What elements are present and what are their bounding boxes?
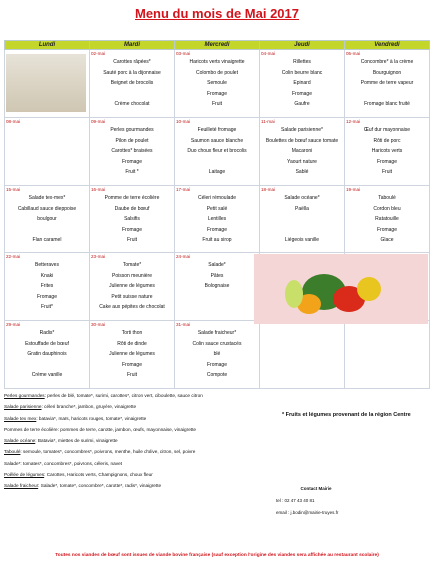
menu-item: Macaroni	[291, 148, 313, 154]
menu-item: Glace	[380, 237, 394, 243]
menu-date: 04-mai	[261, 51, 276, 56]
menu-item: Estouffade de bœuf	[25, 340, 69, 347]
menu-items	[5, 260, 89, 313]
footer-note: Toutes nos viandes de bœuf sont issues de viande bovine française (sauf exception l'origine des viandes sera affichée au restaurant scolaire)	[55, 553, 379, 558]
menu-items	[345, 125, 429, 178]
menu-item: Frites	[40, 283, 54, 289]
menu-day-cell	[260, 186, 345, 253]
menu-item: Tomate*	[122, 262, 142, 268]
composition-list	[4, 390, 274, 492]
menu-item: Carottes* braisées	[111, 148, 153, 154]
menu-items	[90, 193, 174, 246]
menu-items	[90, 57, 174, 110]
day-header: Vendredi	[345, 41, 430, 50]
menu-date: 31-mai	[176, 322, 191, 327]
menu-date: 29-mai	[6, 322, 21, 327]
menu-item: Flan caramel	[32, 237, 62, 243]
menu-day-cell	[175, 253, 260, 321]
menu-item: Gratin dauphinois	[27, 351, 67, 357]
menu-item: Fromage	[36, 293, 57, 300]
menu-item: boulgour	[37, 216, 57, 222]
menu-week-row	[5, 321, 430, 389]
menu-item: Petit suisse nature	[111, 293, 153, 300]
composition-label: Perles gourmandes	[4, 393, 45, 398]
menu-date: 17-mai	[176, 187, 191, 192]
menu-items	[175, 193, 259, 246]
fruit-vegetable-illustration	[254, 254, 428, 324]
menu-day-cell	[175, 50, 260, 118]
menu-day-cell	[345, 321, 430, 389]
menu-item: Gaufre	[294, 101, 310, 107]
composition-line	[4, 446, 274, 457]
menu-item: Salade*	[208, 262, 226, 268]
menu-item	[7, 360, 87, 371]
menu-item: Fruit *	[125, 169, 139, 175]
menu-item: Fromage	[121, 361, 142, 368]
menu-date: 08-mai	[6, 119, 21, 124]
menu-items	[90, 125, 174, 178]
menu-item: Colombo de poulet	[196, 69, 238, 76]
menu-item: Salade fraicheur*	[197, 330, 237, 336]
menu-item: Petit salé	[206, 205, 228, 212]
menu-item: Lentilles	[207, 216, 227, 222]
menu-item: Crème vanille	[31, 372, 63, 378]
composition-line	[4, 424, 274, 435]
menu-item: Haricots verts vinaigrette	[189, 59, 245, 65]
menu-item: Poisson meunière	[111, 272, 153, 279]
menu-items	[175, 57, 259, 110]
menu-item: Epinard	[293, 80, 311, 86]
menu-day-cell	[5, 253, 90, 321]
menu-week-row	[5, 186, 430, 253]
menu-date: 05-mai	[346, 51, 361, 56]
menu-item: Fruit*	[41, 304, 53, 310]
composition-line	[4, 458, 274, 469]
menu-item: Sauté porc à la dijonnaise	[103, 69, 161, 76]
day-header: Mercredi	[175, 41, 260, 50]
menu-items	[175, 125, 259, 178]
menu-item: Rôti de dinde	[117, 340, 147, 347]
menu-items	[175, 328, 259, 381]
menu-item: Pomme de terre écolière	[104, 195, 160, 201]
composition-text: : perles de blé, tomate*, surimi, carottes*, citron vert, ciboulette, sauce citron	[44, 393, 203, 398]
menu-item	[347, 89, 427, 100]
menu-day-cell	[90, 321, 175, 389]
contact-title: Contact Mairie	[300, 486, 332, 491]
day-header: Jeudi	[260, 41, 345, 50]
contact-email: email : j.bodin@mairie-truyes.fr	[276, 510, 339, 515]
menu-item: Fromage	[291, 90, 312, 97]
menu-day-cell	[175, 186, 260, 253]
menu-item: Crème chocolat	[114, 101, 150, 107]
menu-item: Knaki	[40, 272, 54, 279]
menu-week-row	[5, 118, 430, 186]
menu-item: Taboulé	[378, 195, 396, 201]
menu-item: Fruit	[127, 372, 137, 378]
menu-item: Rillettes	[293, 59, 311, 65]
menu-date: 23-mai	[91, 254, 106, 259]
menu-item: Sablé	[295, 169, 309, 175]
menu-date: 12-mai	[346, 119, 361, 124]
composition-label: Taboulé	[4, 449, 21, 455]
menu-item: Liégeois vanille	[284, 237, 320, 243]
menu-day-cell	[260, 118, 345, 186]
menu-item: Fromage	[121, 226, 142, 233]
menu-items	[260, 125, 344, 178]
menu-item: Colin sauce crustacés	[192, 340, 242, 347]
menu-items	[260, 57, 344, 110]
menu-date: 16-mai	[91, 187, 106, 192]
composition-label: Salade fraicheur	[4, 483, 39, 489]
menu-item: Œuf dur mayonnaise	[363, 127, 411, 133]
menu-day-cell	[345, 186, 430, 253]
menu-item: Radis*	[39, 330, 55, 336]
menu-item: Pilon de poulet	[115, 137, 149, 144]
menu-date: 30-mai	[91, 322, 106, 327]
menu-day-cell	[345, 118, 430, 186]
menu-item: Fromage blanc fruité	[364, 101, 410, 107]
menu-day-cell	[5, 321, 90, 389]
menu-item: Bolognaise	[204, 283, 230, 289]
menu-item: Cabillaud sauce dieppoise	[17, 205, 77, 212]
menu-item	[7, 225, 87, 236]
menu-item: Fromage	[206, 226, 227, 233]
menu-item	[177, 302, 257, 313]
menu-date: 09-mai	[91, 119, 106, 124]
composition-text: : Carottes, Haricots verts, Champignons, choux fleur	[44, 472, 153, 478]
menu-date: 24-mai	[176, 254, 191, 259]
composition-line	[4, 469, 274, 480]
composition-text: : semoule, tomates*, concombres*, poivrons, menthe, huile d'olive, citron, sel, poivre	[20, 449, 196, 455]
menu-item	[92, 89, 172, 100]
menu-item: Daube de bœuf	[114, 205, 150, 212]
menu-item: Saumon sauce blanche	[190, 137, 244, 144]
day-header: Mardi	[90, 41, 175, 50]
menu-item: Salsifis	[124, 216, 140, 222]
composition-label: Poêlée de légumes	[4, 472, 45, 478]
menu-day-cell	[260, 50, 345, 118]
composition-text: : céleri branche*, jambon, gruyère, vinaigrette	[41, 404, 137, 410]
menu-item: Rôti de porc	[373, 137, 401, 144]
menu-items	[5, 193, 89, 246]
menu-item: Carottes râpées*	[113, 59, 151, 65]
menu-day-cell	[5, 118, 90, 186]
menu-item: Fromage	[206, 90, 227, 97]
menu-item: Boulettes de bœuf sauce tomate	[265, 137, 339, 144]
menu-day-cell	[90, 186, 175, 253]
menu-items	[5, 328, 89, 381]
menu-item: Pâtes	[210, 272, 224, 279]
menu-date: 02-mai	[91, 51, 106, 56]
menu-items	[175, 260, 259, 313]
menu-date: 18-mai	[261, 187, 276, 192]
menu-item	[262, 225, 342, 236]
composition-text: : Salade*, tomate*, concombre*, carotte*, radis*, vinaigrette	[38, 483, 162, 489]
menu-item: Fruit au sirop	[202, 237, 232, 243]
menu-item: Concombre* à la crème	[360, 59, 414, 65]
menu-item	[177, 292, 257, 303]
composition-text: : batavia*, maïs, haricots rouges, tomate*, vinaigrette	[36, 415, 147, 421]
menu-item: Fromage	[206, 361, 227, 368]
menu-item	[177, 157, 257, 168]
menu-day-cell	[90, 118, 175, 186]
menu-item: Paëlla	[295, 205, 309, 212]
menu-item: Fromage	[376, 158, 397, 165]
menu-title: Menu du mois de Mai 2017	[135, 6, 299, 21]
menu-item: Cordon bleu	[373, 205, 401, 212]
menu-item: blé	[213, 351, 221, 357]
day-header: Lundi	[5, 41, 90, 50]
menu-date: 15-mai	[6, 187, 21, 192]
menu-items	[90, 328, 174, 381]
menu-day-cell	[345, 50, 430, 118]
menu-date: 10-mai	[176, 119, 191, 124]
menu-day-cell	[90, 253, 175, 321]
menu-item: Fromage	[121, 158, 142, 165]
menu-items	[345, 193, 429, 246]
dance-photo	[6, 54, 86, 112]
menu-item: Torti thon	[121, 330, 143, 336]
menu-item: Fruit	[127, 237, 137, 243]
region-note: * Fruits et légumes provenant de la région Centre	[282, 412, 411, 418]
menu-item: Beignet de brocolis	[110, 80, 154, 86]
menu-day-cell	[5, 186, 90, 253]
composition-label: Salade océane	[4, 438, 36, 444]
menu-day-cell	[260, 321, 345, 389]
menu-item: Julienne de légumes	[109, 351, 155, 357]
menu-item: Compote	[206, 372, 228, 378]
menu-item: Fruit	[382, 169, 392, 175]
menu-date: 11-mai	[261, 119, 275, 124]
menu-item: Colin beurre blanc	[281, 69, 323, 76]
menu-item: Duo choux fleur et brocolis	[187, 148, 247, 154]
menu-day-cell	[175, 321, 260, 389]
composition-label: Salade tex mex	[4, 415, 37, 421]
menu-item: Yaourt nature	[287, 158, 317, 165]
menu-item: Salade océane*	[284, 195, 320, 201]
menu-item: Pomme de terre vapeur	[360, 80, 414, 86]
menu-item: Cake aux pépites de chocolat	[99, 304, 165, 310]
menu-date: 03-mai	[176, 51, 191, 56]
menu-item: Céleri rémoulade	[197, 195, 237, 201]
menu-item: Fruit	[212, 101, 222, 107]
menu-items	[260, 193, 344, 246]
menu-item	[262, 214, 342, 225]
menu-date: 19-mai	[346, 187, 361, 192]
menu-item: Ratatouille	[375, 216, 399, 222]
menu-day-cell	[175, 118, 260, 186]
composition-text: : Batavia*, miettes de surimi, vinaigrette	[35, 438, 118, 444]
composition-line	[4, 401, 274, 412]
menu-item: Semoule	[207, 80, 227, 86]
menu-item: Haricots verts	[371, 148, 403, 154]
contact-block	[276, 483, 356, 519]
menu-item: Laitage	[208, 169, 226, 175]
menu-item: Betteraves	[35, 262, 59, 268]
menu-item: Perles gourmandes	[110, 127, 154, 133]
composition-line	[4, 413, 274, 424]
composition-line	[4, 390, 274, 401]
composition-text: Salade*: tomates*, concombres*, poivrons, céleris, navet	[4, 460, 123, 466]
menu-items	[90, 260, 174, 313]
menu-item: Feuilleté fromage	[197, 127, 237, 133]
menu-item: Salade parisienne*	[281, 127, 323, 133]
menu-item: Salade tex-mex*	[28, 195, 66, 201]
menu-item: Fromage	[376, 226, 397, 233]
composition-line	[4, 480, 274, 491]
menu-item: Julienne de légumes	[109, 283, 155, 289]
menu-item: Bourguignon	[372, 69, 402, 76]
menu-day-cell	[90, 50, 175, 118]
menu-date: 22-mai	[6, 254, 21, 259]
fruit-vegetable-image	[254, 254, 428, 324]
composition-text: Pommes de terre écolière: pommes de terre, carotte, jambon, œufs, mayonnaise, vinaigrette	[4, 426, 197, 432]
contact-tel: tel : 02 47 43 40 81	[276, 498, 315, 503]
menu-items	[345, 57, 429, 110]
composition-label: Salade parisienne	[4, 404, 42, 410]
composition-line	[4, 435, 274, 446]
